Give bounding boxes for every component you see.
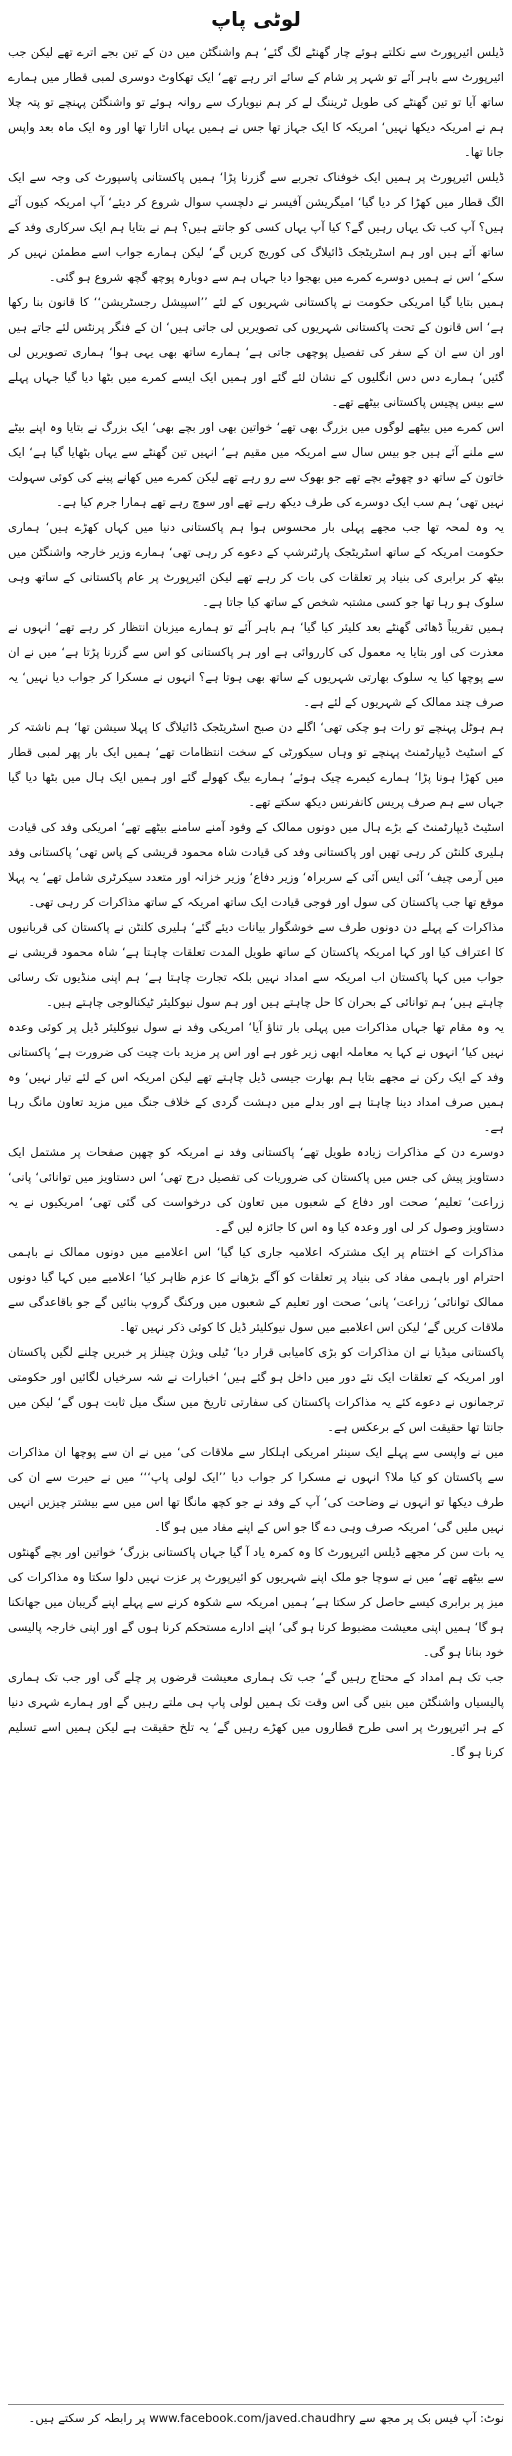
article-paragraph: ہمیں تقریباً ڈھائی گھنٹے بعد کلیئر کیا گیا‘ ہم باہر آئے تو ہمارے میزبان انتظار کر رہے تھے‘ انہوں نے معذرت کی اور بتایا یہ معمول کی کارروائی ہے اور ہر پاکستانی کو اس سے گزرنا پڑتا ہے‘ میں نے ان سے پوچھا کیا یہ سلوک بھارتی شہریوں کے ساتھ بھی ہوتا ہے؟ انہوں نے مسکرا کر جواب دیا نہیں‘ یہ صرف چند ممالک کے شہریوں کے لئے ہے۔ xyxy=(8,620,504,709)
article-paragraph: ڈیلس ائیرپورٹ سے نکلتے ہوئے چار گھنٹے لگ گئے‘ ہم واشنگٹن میں دن کے تین بجے اترے تھے لیکن جب ائیرپورٹ سے باہر آئے تو شہر پر شام کے سائے اتر رہے تھے‘ ایک تھکاوٹ دوسری لمبی قطار میں ہمارے ساتھ آیا تو تین گھنٹے کی طویل ٹریننگ لے کر ہم نیویارک سے روانہ ہوئے تو واشنگٹن پہنچے تو پتہ چلا ہم نے امریکہ دیکھا نہیں‘ امریکہ کا ایک جہاز تھا جس نے ہمیں یہاں اتارا تھا اور وہ ایک ماہ بعد واپس جانا تھا۔ xyxy=(8,45,504,159)
article-paragraph: مذاکرات کے اختتام پر ایک مشترکہ اعلامیہ جاری کیا گیا‘ اس اعلامیے میں دونوں ممالک نے باہمی احترام اور باہمی مفاد کی بنیاد پر تعلقات کو آگے بڑھانے کا عزم ظاہر کیا‘ اعلامیے میں کہا گیا دونوں ممالک توانائی‘ زراعت‘ پانی‘ صحت اور تعلیم کے شعبوں میں ورکنگ گروپ بنائیں گے جو باقاعدگی سے ملاقات کریں گے‘ لیکن اس اعلامیے میں سول نیوکلیئر ڈیل کا کوئی ذکر نہیں تھا۔ xyxy=(8,1245,504,1334)
footer-suffix: پر رابطہ کر سکتے ہیں۔ xyxy=(28,2411,146,2425)
article-paragraph: مذاکرات کے پہلے دن دونوں طرف سے خوشگوار بیانات دیئے گئے‘ ہلیری کلنٹن نے پاکستان کی قربانیوں کا اعتراف کیا اور کہا امریکہ پاکستان کے ساتھ طویل المدت تعلقات چاہتا ہے‘ شاہ محمود قریشی نے جواب میں کہا پاکستان اب امریکہ سے امداد نہیں بلکہ تجارت چاہتا ہے‘ ہم اپنی منڈیوں تک رسائی چاہتے ہیں‘ ہم توانائی کے بحران کا حل چاہتے ہیں اور ہم سول نیوکلیئر ٹیکنالوجی چاہتے ہیں۔ xyxy=(8,920,504,1009)
article-paragraph: ہمیں بتایا گیا امریکی حکومت نے پاکستانی شہریوں کے لئے ’’اسپیشل رجسٹریشن‘‘ کا قانون بنا رکھا ہے‘ اس قانون کے تحت پاکستانی شہریوں کی تصویریں لی جاتی ہیں‘ ان کے فنگر پرنٹس لئے جاتے ہیں اور ان سے ان کے سفر کی تفصیل پوچھی جاتی ہے‘ ہمارے ساتھ بھی یہی ہوا‘ ہماری تصویریں لی گئیں‘ ہمارے دس دس انگلیوں کے نشان لئے گئے اور ہمیں ایک ایسے کمرے میں بٹھا دیا گیا جہاں پہلے سے بیس پچیس پاکستانی بیٹھے تھے۔ xyxy=(8,295,504,409)
article-footer xyxy=(8,2404,504,2450)
article-paragraph: یہ بات سن کر مجھے ڈیلس ائیرپورٹ کا وہ کمرہ یاد آ گیا جہاں پاکستانی بزرگ‘ خواتین اور بچے گھنٹوں سے بیٹھے تھے‘ میں نے سوچا جو ملک اپنے شہریوں کو ائیرپورٹ پر عزت نہیں دلوا سکتا وہ مذاکرات کی میز پر برابری کیسے حاصل کر سکتا ہے‘ ہمیں امریکہ سے شکوہ کرنے سے پہلے اپنے گریبان میں جھانکنا ہو گا‘ ہمیں اپنی معیشت مضبوط کرنا ہو گی‘ اپنے ادارے مستحکم کرنا ہوں گے اور اپنی خارجہ پالیسی خود بنانا ہو گی۔ xyxy=(8,1545,504,1659)
article-paragraph: یہ وہ مقام تھا جہاں مذاکرات میں پہلی بار تناؤ آیا‘ امریکی وفد نے سول نیوکلیئر ڈیل پر کوئی وعدہ نہیں کیا‘ انہوں نے کہا یہ معاملہ ابھی زیر غور ہے اور اس پر مزید بات چیت کی ضرورت ہے‘ پاکستانی وفد کے ایک رکن نے مجھے بتایا ہم بھارت جیسی ڈیل چاہتے تھے لیکن امریکہ اس کے لئے تیار نہیں‘ وہ ہمیں صرف امداد دینا چاہتا ہے اور بدلے میں دہشت گردی کے خلاف جنگ میں مزید تعاون مانگ رہا ہے۔ xyxy=(8,1020,504,1134)
article-paragraph: دوسرے دن کے مذاکرات زیادہ طویل تھے‘ پاکستانی وفد نے امریکہ کو چھپن صفحات پر مشتمل ایک دستاویز پیش کی جس میں پاکستان کی ضروریات کی تفصیل درج تھی‘ اس دستاویز میں توانائی‘ پانی‘ زراعت‘ تعلیم‘ صحت اور دفاع کے شعبوں میں تعاون کی درخواست کی گئی تھی‘ امریکیوں نے یہ دستاویز وصول کر لی اور وعدہ کیا وہ اس کا جائزہ لیں گے۔ xyxy=(8,1145,504,1234)
article-paragraph: ڈیلس ائیرپورٹ پر ہمیں ایک خوفناک تجربے سے گزرنا پڑا‘ ہمیں پاکستانی پاسپورٹ کی وجہ سے ایک الگ قطار میں کھڑا کر دیا گیا‘ امیگریشن آفیسر نے دلچسپ سوال شروع کر دیئے‘ آپ امریکہ کیوں آئے ہیں؟ آپ کب تک یہاں رہیں گے؟ کیا آپ یہاں کسی کو جانتے ہیں؟ ہم نے بتایا ہم ایک سرکاری وفد کے ساتھ آئے ہیں اور ہم اسٹریٹجک ڈائیلاگ کی کوریج کریں گے‘ لیکن ہمارے جواب اسے مطمئن نہیں کر سکے‘ اس نے ہمیں دوسرے کمرے میں بھجوا دیا جہاں ہم سے دوبارہ پوچھ گچھ شروع ہو گئی۔ xyxy=(8,170,504,284)
article-paragraph: اس کمرے میں بیٹھے لوگوں میں بزرگ بھی تھے‘ خواتین بھی اور بچے بھی‘ ایک بزرگ نے بتایا وہ اپنے بیٹے سے ملنے آئے ہیں جو بیس سال سے امریکہ میں مقیم ہے‘ انہیں تین گھنٹے سے یہاں بٹھایا گیا ہے‘ ایک خاتون کے ساتھ دو چھوٹے بچے تھے جو بھوک سے رو رہے تھے لیکن کمرے میں کھانے پینے کی کوئی سہولت نہیں تھی‘ ہم سب ایک دوسرے کی طرف دیکھ رہے تھے اور سوچ رہے تھے ہمارا جرم کیا ہے۔ xyxy=(8,420,504,509)
article-paragraph: ہم ہوٹل پہنچے تو رات ہو چکی تھی‘ اگلے دن صبح اسٹریٹجک ڈائیلاگ کا پہلا سیشن تھا‘ ہم ناشتہ کر کے اسٹیٹ ڈیپارٹمنٹ پہنچے تو وہاں سیکورٹی کے سخت انتظامات تھے‘ ہمیں ایک بار پھر لمبی قطار میں کھڑا ہونا پڑا‘ ہمارے کیمرے چیک ہوئے‘ ہمارے بیگ کھولے گئے اور ہمیں ایک ہال میں بٹھا دیا گیا جہاں سے ہم صرف پریس کانفرنس دیکھ سکتے تھے۔ xyxy=(8,720,504,809)
article-paragraph: یہ وہ لمحہ تھا جب مجھے پہلی بار محسوس ہوا ہم پاکستانی دنیا میں کہاں کھڑے ہیں‘ ہماری حکومت امریکہ کے ساتھ اسٹریٹجک پارٹنرشپ کے دعوے کر رہی تھی‘ ہمارے وزیر خارجہ واشنگٹن میں بیٹھ کر برابری کی بنیاد پر تعلقات کی بات کر رہے تھے لیکن ائیرپورٹ پر عام پاکستانی کے ساتھ وہی سلوک ہو رہا تھا جو کسی مشتبہ شخص کے ساتھ کیا جاتا ہے۔ xyxy=(8,520,504,609)
article-paragraph: میں نے واپسی سے پہلے ایک سینئر امریکی اہلکار سے ملاقات کی‘ میں نے ان سے پوچھا ان مذاکرات سے پاکستان کو کیا ملا؟ انہوں نے مسکرا کر جواب دیا ’’ایک لولی پاپ‘‘‘ میں نے حیرت سے ان کی طرف دیکھا تو انہوں نے وضاحت کی‘ آپ کے وفد نے جو کچھ مانگا تھا اس میں سے بیشتر چیزیں انہیں نہیں ملیں گی‘ امریکہ صرف وہی دے گا جو اس کے اپنے مفاد میں ہو گا۔ xyxy=(8,1445,504,1534)
facebook-link[interactable]: www.facebook.com/javed.chaudhry xyxy=(149,2411,356,2425)
article-body xyxy=(8,40,504,2400)
article-paragraph: پاکستانی میڈیا نے ان مذاکرات کو بڑی کامیابی قرار دیا‘ ٹیلی ویژن چینلز پر خبریں چلنے لگیں پاکستان اور امریکہ کے تعلقات ایک نئے دور میں داخل ہو گئے ہیں‘ اخبارات نے شہ سرخیاں لگائیں اور حکومتی ترجمانوں نے دعوے کئے یہ مذاکرات پاکستان کی سفارتی تاریخ میں سنگ میل ثابت ہوں گے‘ لیکن میں جانتا تھا حقیقت اس کے برعکس ہے۔ xyxy=(8,1345,504,1434)
footer-note: نوٹ: آپ فیس بک پر مجھ سے xyxy=(359,2411,504,2425)
article-title: لوٹی پاپ xyxy=(211,7,301,31)
article-paragraph: جب تک ہم امداد کے محتاج رہیں گے‘ جب تک ہماری معیشت قرضوں پر چلے گی اور جب تک ہماری پالیسیاں واشنگٹن میں بنیں گی اس وقت تک ہمیں لولی پاپ ہی ملتے رہیں گے اور ہمارے شہری دنیا کے ہر ائیرپورٹ پر اسی طرح قطاروں میں کھڑے رہیں گے‘ یہ تلخ حقیقت ہے لیکن ہمیں اسے تسلیم کرنا ہو گا۔ xyxy=(8,1670,504,1759)
article-paragraph: اسٹیٹ ڈیپارٹمنٹ کے بڑے ہال میں دونوں ممالک کے وفود آمنے سامنے بیٹھے تھے‘ امریکی وفد کی قیادت ہلیری کلنٹن کر رہی تھیں اور پاکستانی وفد کی قیادت شاہ محمود قریشی کے پاس تھی‘ پاکستانی وفد میں آرمی چیف‘ آئی ایس آئی کے سربراہ‘ وزیر دفاع‘ وزیر خزانہ اور متعدد سیکرٹری شامل تھے‘ یہ پہلا موقع تھا جب پاکستان کی سول اور فوجی قیادت ایک ساتھ امریکہ کے ساتھ مذاکرات کر رہی تھی۔ xyxy=(8,820,504,909)
